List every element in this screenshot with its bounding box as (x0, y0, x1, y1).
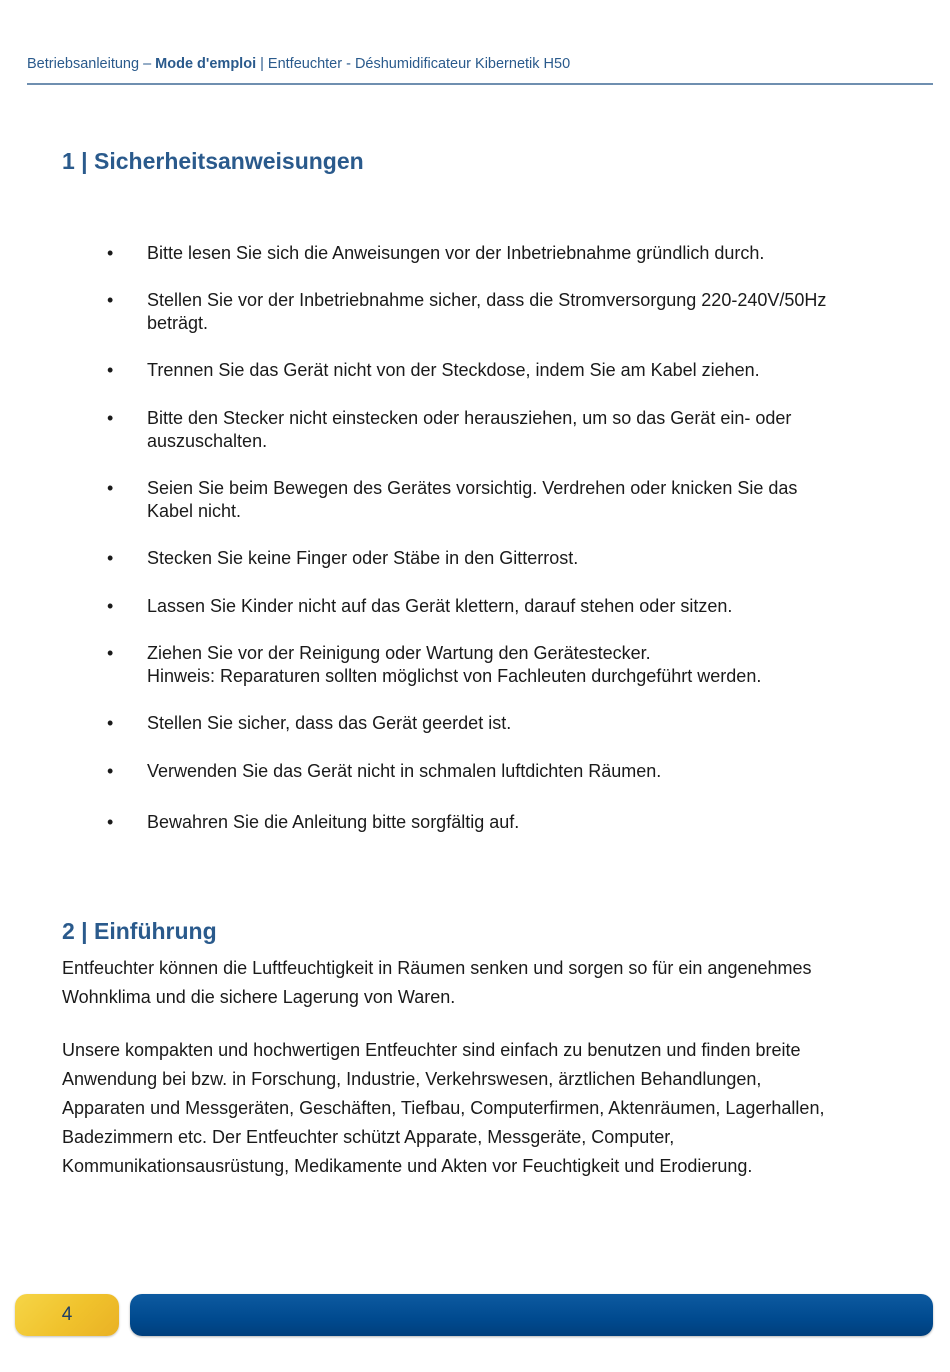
list-item (107, 642, 907, 688)
list-item (107, 595, 907, 618)
list-item-text: Trennen Sie das Gerät nicht von der Steckdose, indem Sie am Kabel ziehen. (147, 360, 760, 380)
list-item-text: Lassen Sie Kinder nicht auf das Gerät klettern, darauf stehen oder sitzen. (147, 596, 733, 616)
paragraph-line: Anwendung bei bzw. in Forschung, Industrie, Verkehrswesen, ärztlichen Behandlungen, (62, 1069, 762, 1089)
bullet-icon: • (107, 290, 114, 310)
bullet-icon: • (107, 408, 114, 428)
header-title-de: Betriebsanleitung – (27, 56, 156, 72)
list-item-text: Verwenden Sie das Gerät nicht in schmalen luftdichten Räumen. (147, 761, 662, 781)
paragraph-line: Kommunikationsausrüstung, Medikamente und Akten vor Feuchtigkeit und Erodierung. (62, 1156, 753, 1176)
list-item (107, 242, 907, 265)
list-item (107, 289, 907, 335)
intro-paragraph (62, 954, 922, 1012)
list-item (107, 760, 907, 783)
list-item (107, 811, 907, 834)
list-item-text: Stellen Sie vor der Inbetriebnahme sicher, dass die Stromversorgung 220-240V/50Hz (147, 290, 827, 310)
bullet-icon: • (107, 713, 114, 733)
list-item (107, 407, 907, 453)
paragraph-line: Apparaten und Messgeräten, Geschäften, Tiefbau, Computerfirmen, Aktenräumen, Lagerhallen, (62, 1098, 825, 1118)
list-item-text: beträgt. (147, 313, 209, 333)
header-divider (27, 83, 933, 85)
list-item-text: Bitte lesen Sie sich die Anweisungen vor der Inbetriebnahme gründlich durch. (147, 243, 765, 263)
list-item-text: Stecken Sie keine Finger oder Stäbe in den Gitterrost. (147, 548, 579, 568)
bullet-icon: • (107, 761, 114, 781)
list-item-text: Ziehen Sie vor der Reinigung oder Wartung den Gerätestecker. (147, 643, 651, 663)
list-item-text: Seien Sie beim Bewegen des Gerätes vorsichtig. Verdrehen oder knicken Sie das (147, 478, 798, 498)
bullet-icon: • (107, 643, 114, 663)
header-subtitle: | Entfeuchter - Déshumidificateur Kibernetik H50 (256, 56, 571, 72)
paragraph-line: Unsere kompakten und hochwertigen Entfeuchter sind einfach zu benutzen und finden breite (62, 1040, 801, 1060)
paragraph-line: Wohnklima und die sichere Lagerung von Waren. (62, 987, 456, 1007)
bullet-icon: • (107, 360, 114, 380)
list-item (107, 359, 907, 382)
list-item-text: auszuschalten. (147, 431, 268, 451)
list-item-text: Bitte den Stecker nicht einstecken oder herausziehen, um so das Gerät ein- oder (147, 408, 792, 428)
footer-bar (130, 1294, 933, 1336)
bullet-icon: • (107, 596, 114, 616)
running-header (27, 56, 570, 72)
page-number: 4 (61, 1304, 73, 1325)
list-item (107, 477, 907, 523)
header-title-fr: Mode d'emploi (155, 56, 257, 72)
list-item (107, 712, 907, 735)
list-item-note: Hinweis: Reparaturen sollten möglichst von Fachleuten durchgeführt werden. (147, 666, 762, 686)
paragraph-line: Entfeuchter können die Luftfeuchtigkeit in Räumen senken und sorgen so für ein angenehmes (62, 958, 812, 978)
list-item-text: Stellen Sie sicher, dass das Gerät geerdet ist. (147, 713, 512, 733)
list-item-text: Bewahren Sie die Anleitung bitte sorgfältig auf. (147, 812, 520, 832)
section-1-title: 1 | Sicherheitsanweisungen (62, 148, 364, 174)
bullet-icon: • (107, 478, 114, 498)
bullet-icon: • (107, 812, 114, 832)
paragraph-line: Badezimmern etc. Der Entfeuchter schützt Apparate, Messgeräte, Computer, (62, 1127, 675, 1147)
section-2-title: 2 | Einführung (62, 918, 217, 944)
list-item (107, 547, 907, 570)
page-number-badge (15, 1294, 119, 1336)
list-item-text: Kabel nicht. (147, 501, 242, 521)
bullet-icon: • (107, 548, 114, 568)
bullet-icon: • (107, 243, 114, 263)
applications-paragraph (62, 1036, 922, 1181)
